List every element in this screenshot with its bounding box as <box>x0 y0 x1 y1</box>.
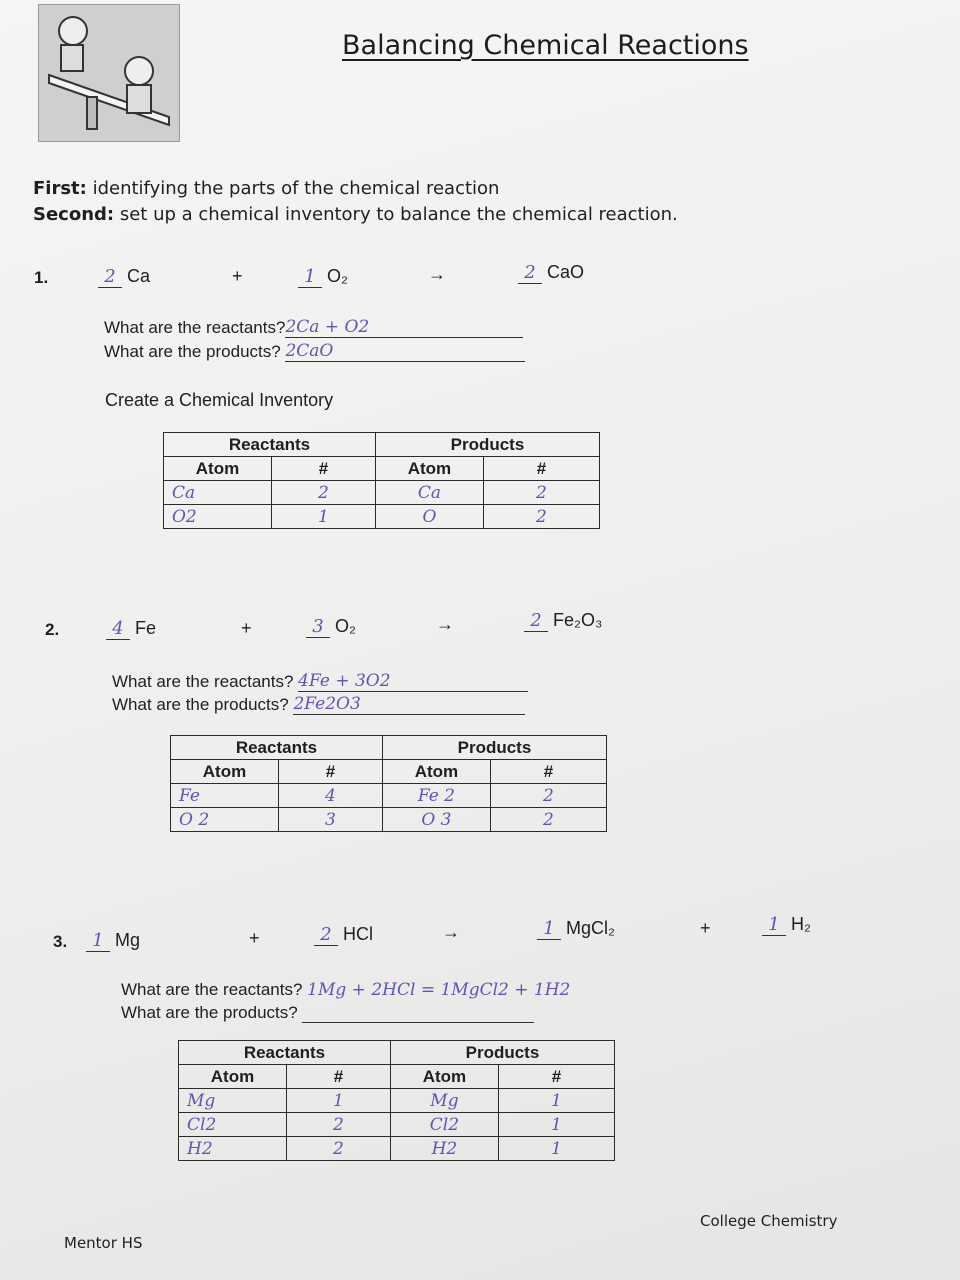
problem-3-reactant-1 <box>86 930 140 952</box>
problem-3-products-label: What are the products? <box>121 1003 298 1022</box>
problem-3-r-atom-header: Atom <box>179 1065 287 1089</box>
table-row <box>179 1089 615 1113</box>
problem-2-reactant-1-coef: 4 <box>106 618 130 640</box>
problem-2-products-header: Products <box>382 736 606 760</box>
seesaw-cartoon-drawing <box>39 5 179 141</box>
problem-2-reactant-1-formula: Fe <box>135 618 157 638</box>
problem-1-reactants-header: Reactants <box>164 433 376 457</box>
problem-2-product-1-formula: Fe₂O₃ <box>553 610 603 630</box>
problem-3-products-answer-line <box>302 1008 534 1023</box>
problem-2-row-2-p-atom: O 3 <box>382 808 490 832</box>
problem-2-p-atom-header: Atom <box>382 760 490 784</box>
problem-3-arrow: → <box>442 922 460 942</box>
problem-1-reactants-answer: 2Ca + O2 <box>285 317 523 338</box>
problem-1-reactant-2 <box>298 266 348 288</box>
problem-2-row-1-r-atom: Fe <box>171 784 279 808</box>
problem-2-r-count-header: # <box>278 760 382 784</box>
problem-1-reactant-1-formula: Ca <box>127 266 151 286</box>
problem-3-reactants-question <box>121 980 570 1000</box>
problem-1-reactant-1 <box>98 266 150 288</box>
problem-2-reactants-header: Reactants <box>171 736 383 760</box>
intro-first-text: identifying the parts of the chemical reaction <box>92 178 500 199</box>
problem-3-product-1 <box>537 918 615 940</box>
problem-2-products-question <box>112 694 525 715</box>
problem-3-products-question <box>121 1003 534 1023</box>
problem-3-reactants-answer: 1Mg + 2HCl = 1MgCl2 + 1H2 <box>307 980 571 1000</box>
problem-3-row-1-r-atom: Mg <box>179 1089 287 1113</box>
problem-2-row-1-p-count: 2 <box>490 784 606 808</box>
problem-3-number: 3. <box>53 932 68 951</box>
footer-school: Mentor HS <box>64 1234 143 1252</box>
footer-course: College Chemistry <box>700 1212 838 1230</box>
problem-2-r-atom-header: Atom <box>171 760 279 784</box>
problem-3-product-2 <box>762 914 811 936</box>
problem-1-reactant-2-formula: O₂ <box>327 266 349 286</box>
problem-1-products-answer: 2CaO <box>285 341 525 362</box>
problem-1-product-1-coef: 2 <box>518 262 542 284</box>
problem-1-products-question <box>104 341 525 362</box>
problem-3-r-count-header: # <box>286 1065 390 1089</box>
problem-3-product-1-coef: 1 <box>537 918 561 940</box>
problem-2-reactants-label: What are the reactants? <box>112 672 294 691</box>
problem-1-r-count-header: # <box>271 457 375 481</box>
problem-2-product-1-coef: 2 <box>524 610 548 632</box>
problem-1-product-1-formula: CaO <box>547 262 585 282</box>
problem-1-p-atom-header: Atom <box>375 457 483 481</box>
table-row <box>171 808 607 832</box>
problem-3-plus: + <box>249 928 260 948</box>
problem-2-p-count-header: # <box>490 760 606 784</box>
problem-2-plus: + <box>241 618 252 638</box>
problem-1-row-2-p-count: 2 <box>483 505 599 529</box>
page-title: Balancing Chemical Reactions <box>342 30 749 61</box>
problem-3-row-2-r-atom: Cl2 <box>179 1113 287 1137</box>
problem-2-inventory-table <box>170 735 607 832</box>
problem-3-product-2-coef: 1 <box>762 914 786 936</box>
problem-3-row-1-p-atom: Mg <box>390 1089 498 1113</box>
problem-1-reactants-question <box>104 317 523 338</box>
intro-second-label: Second: <box>33 204 115 225</box>
problem-3-reactant-2-formula: HCl <box>343 924 374 944</box>
problem-2-reactants-answer: 4Fe + 3O2 <box>298 671 528 692</box>
table-row <box>164 505 600 529</box>
problem-3-reactant-2-coef: 2 <box>314 924 338 946</box>
problem-2-row-2-p-count: 2 <box>490 808 606 832</box>
problem-3-row-2-p-atom: Cl2 <box>390 1113 498 1137</box>
problem-1-reactant-1-coef: 2 <box>98 266 122 288</box>
problem-2-product-1 <box>524 610 602 632</box>
problem-3-reactant-1-formula: Mg <box>115 930 141 950</box>
problem-3-row-1-r-count: 1 <box>286 1089 390 1113</box>
problem-3-row-3-p-count: 1 <box>498 1137 614 1161</box>
problem-1-products-header: Products <box>375 433 599 457</box>
problem-2-row-2-r-atom: O 2 <box>171 808 279 832</box>
problem-2-products-answer: 2Fe2O3 <box>293 694 525 715</box>
problem-3-row-3-r-atom: H2 <box>179 1137 287 1161</box>
intro-first-label: First: <box>33 178 87 199</box>
problem-2-products-label: What are the products? <box>112 695 289 714</box>
problem-1-number: 1. <box>34 268 49 287</box>
problem-1-row-1-p-count: 2 <box>483 481 599 505</box>
problem-3-p-atom-header: Atom <box>390 1065 498 1089</box>
problem-1-product-1 <box>518 262 584 284</box>
problem-1-row-2-r-count: 1 <box>271 505 375 529</box>
problem-3-row-3-r-count: 2 <box>286 1137 390 1161</box>
problem-1-row-1-r-count: 2 <box>271 481 375 505</box>
problem-1-reactants-label: What are the reactants? <box>104 318 286 337</box>
problem-3-row-2-r-count: 2 <box>286 1113 390 1137</box>
problem-2-number: 2. <box>45 620 60 639</box>
problem-2-reactant-2-coef: 3 <box>306 616 330 638</box>
problem-3-product-1-formula: MgCl₂ <box>566 918 616 938</box>
problem-1-row-1-r-atom: Ca <box>164 481 272 505</box>
problem-1-p-count-header: # <box>483 457 599 481</box>
problem-2-reactant-2-formula: O₂ <box>335 616 357 636</box>
problem-3-product-2-formula: H₂ <box>791 914 812 934</box>
problem-2-row-2-r-count: 3 <box>278 808 382 832</box>
problem-2-row-1-p-atom: Fe 2 <box>382 784 490 808</box>
table-row <box>179 1113 615 1137</box>
seesaw-cartoon-image <box>38 4 180 142</box>
problem-1-row-1-p-atom: Ca <box>375 481 483 505</box>
intro-second-text: set up a chemical inventory to balance the chemical reaction. <box>119 204 678 225</box>
problem-1-row-2-p-atom: O <box>375 505 483 529</box>
problem-3-plus-2: + <box>700 918 711 938</box>
problem-3-row-2-p-count: 1 <box>498 1113 614 1137</box>
problem-2-reactants-question <box>112 671 528 692</box>
table-row <box>179 1137 615 1161</box>
problem-1-reactant-2-coef: 1 <box>298 266 322 288</box>
problem-2-reactant-2 <box>306 616 356 638</box>
intro-first-line <box>33 178 499 199</box>
problem-1-products-label: What are the products? <box>104 342 281 361</box>
problem-3-row-3-p-atom: H2 <box>390 1137 498 1161</box>
table-row <box>164 481 600 505</box>
problem-3-reactants-label: What are the reactants? <box>121 980 303 999</box>
problem-2-reactant-1 <box>106 618 156 640</box>
problem-1-row-2-r-atom: O2 <box>164 505 272 529</box>
inventory-heading: Create a Chemical Inventory <box>105 390 334 410</box>
problem-2-arrow: → <box>436 614 454 634</box>
problem-3-inventory-table <box>178 1040 615 1161</box>
problem-2-row-1-r-count: 4 <box>278 784 382 808</box>
problem-1-plus: + <box>232 266 243 286</box>
problem-3-reactant-1-coef: 1 <box>86 930 110 952</box>
problem-3-reactant-2 <box>314 924 373 946</box>
problem-3-p-count-header: # <box>498 1065 614 1089</box>
problem-3-products-header: Products <box>390 1041 614 1065</box>
problem-3-reactants-header: Reactants <box>179 1041 391 1065</box>
table-row <box>171 784 607 808</box>
problem-3-row-1-p-count: 1 <box>498 1089 614 1113</box>
problem-1-arrow: → <box>428 264 446 284</box>
problem-1-inventory-table <box>163 432 600 529</box>
problem-1-r-atom-header: Atom <box>164 457 272 481</box>
intro-second-line <box>33 204 678 225</box>
